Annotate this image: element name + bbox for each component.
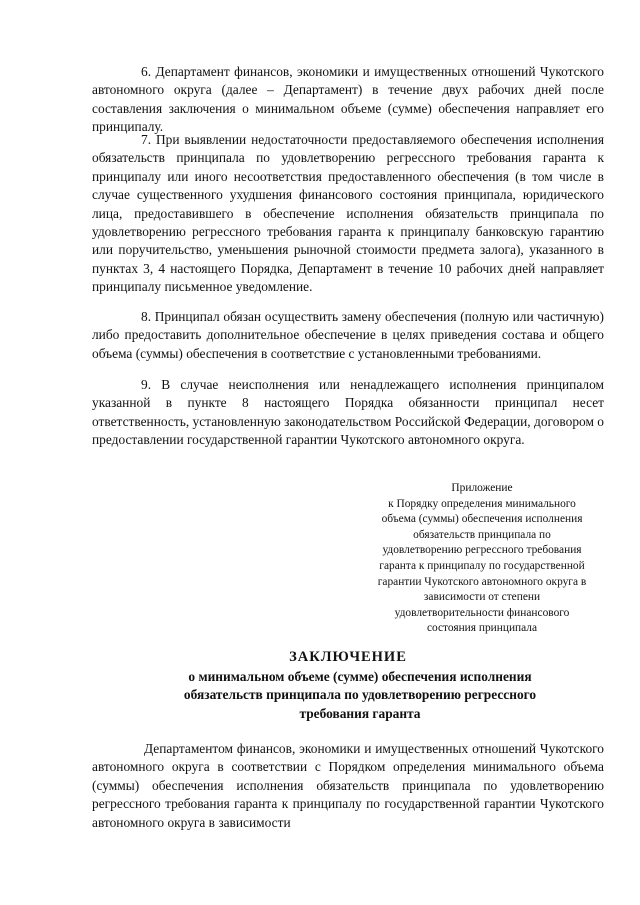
conclusion-body: Департаментом финансов, экономики и имущественных отношений Чукотского автономного округа в соответствии с Порядком определения минимального объема (суммы) обеспечения исполнения обязательств принципала по удовлетворению регрессного требования гаранта к принципалу по государственной гарантии Чукотского автономного округа в зависимости <box>92 741 604 830</box>
appendix-line: гарантии Чукотского автономного округа в <box>377 575 587 588</box>
paragraph-8: 8. Принципал обязан осуществить замену обеспечения (полную или частичную) либо предоставить дополнительное обеспечение в целях приведения состава и общего объема (суммы) обеспечения в соответствие с установленными требованиями. <box>92 309 604 361</box>
appendix-line: удовлетворению регрессного требования <box>382 544 582 557</box>
paragraph-9: 9. В случае неисполнения или ненадлежащего исполнения принципалом указанной в пункте 8 настоящего Порядка обязанности принципал несет ответственность, установленную законодательством Российской Федерации, договором о предоставлении государственной гарантии Чукотского автономного округа. <box>92 377 604 448</box>
appendix-header <box>360 481 604 637</box>
paragraph-6: 6. Департамент финансов, экономики и имущественных отношений Чукотского автономного округа (далее – Департамент) в течение двух рабочих дней после составления заключения о минимальном объеме (сумме) обеспечения направляет его принципалу. <box>92 64 604 135</box>
appendix-line: Приложение <box>451 482 513 494</box>
appendix-line: состояния принципала <box>426 622 538 635</box>
appendix-line: зависимости от степени <box>423 591 541 604</box>
conclusion-title: ЗАКЛЮЧЕНИЕ <box>289 649 407 665</box>
conclusion-subtitle: о минимальном объеме (сумме) обеспечения исполнения обязательств принципала по удовлетворению регрессного требования гаранта <box>183 669 537 721</box>
paragraph-7: 7. При выявлении недостаточности предоставляемого обеспечения исполнения обязательств принципала по удовлетворению регрессного требования гаранта к принципалу или иного несоответствия предоставленного обеспечения (в том числе в случае существенного ухудшения финансового состояния принципала, юридического лица, предоставившего в обеспечение исполнения обязательств принципала по удовлетворению регрессного требования гаранта к принципалу банковскую гарантию или поручительство, уменьшения рыночной стоимости предмета залога), указанного в пунктах 3, 4 настоящего Порядка, Департамент в течение 10 рабочих дней направляет принципалу письменное уведомление. <box>92 132 604 295</box>
appendix-line: объема (суммы) обеспечения исполнения <box>381 513 583 526</box>
appendix-line: обязательств принципала по <box>413 528 551 541</box>
appendix-line: гаранта к принципалу по государственной <box>379 559 585 572</box>
appendix-line: к Порядку определения минимального <box>388 497 576 510</box>
appendix-line: удовлетворительности финансового <box>394 606 570 619</box>
